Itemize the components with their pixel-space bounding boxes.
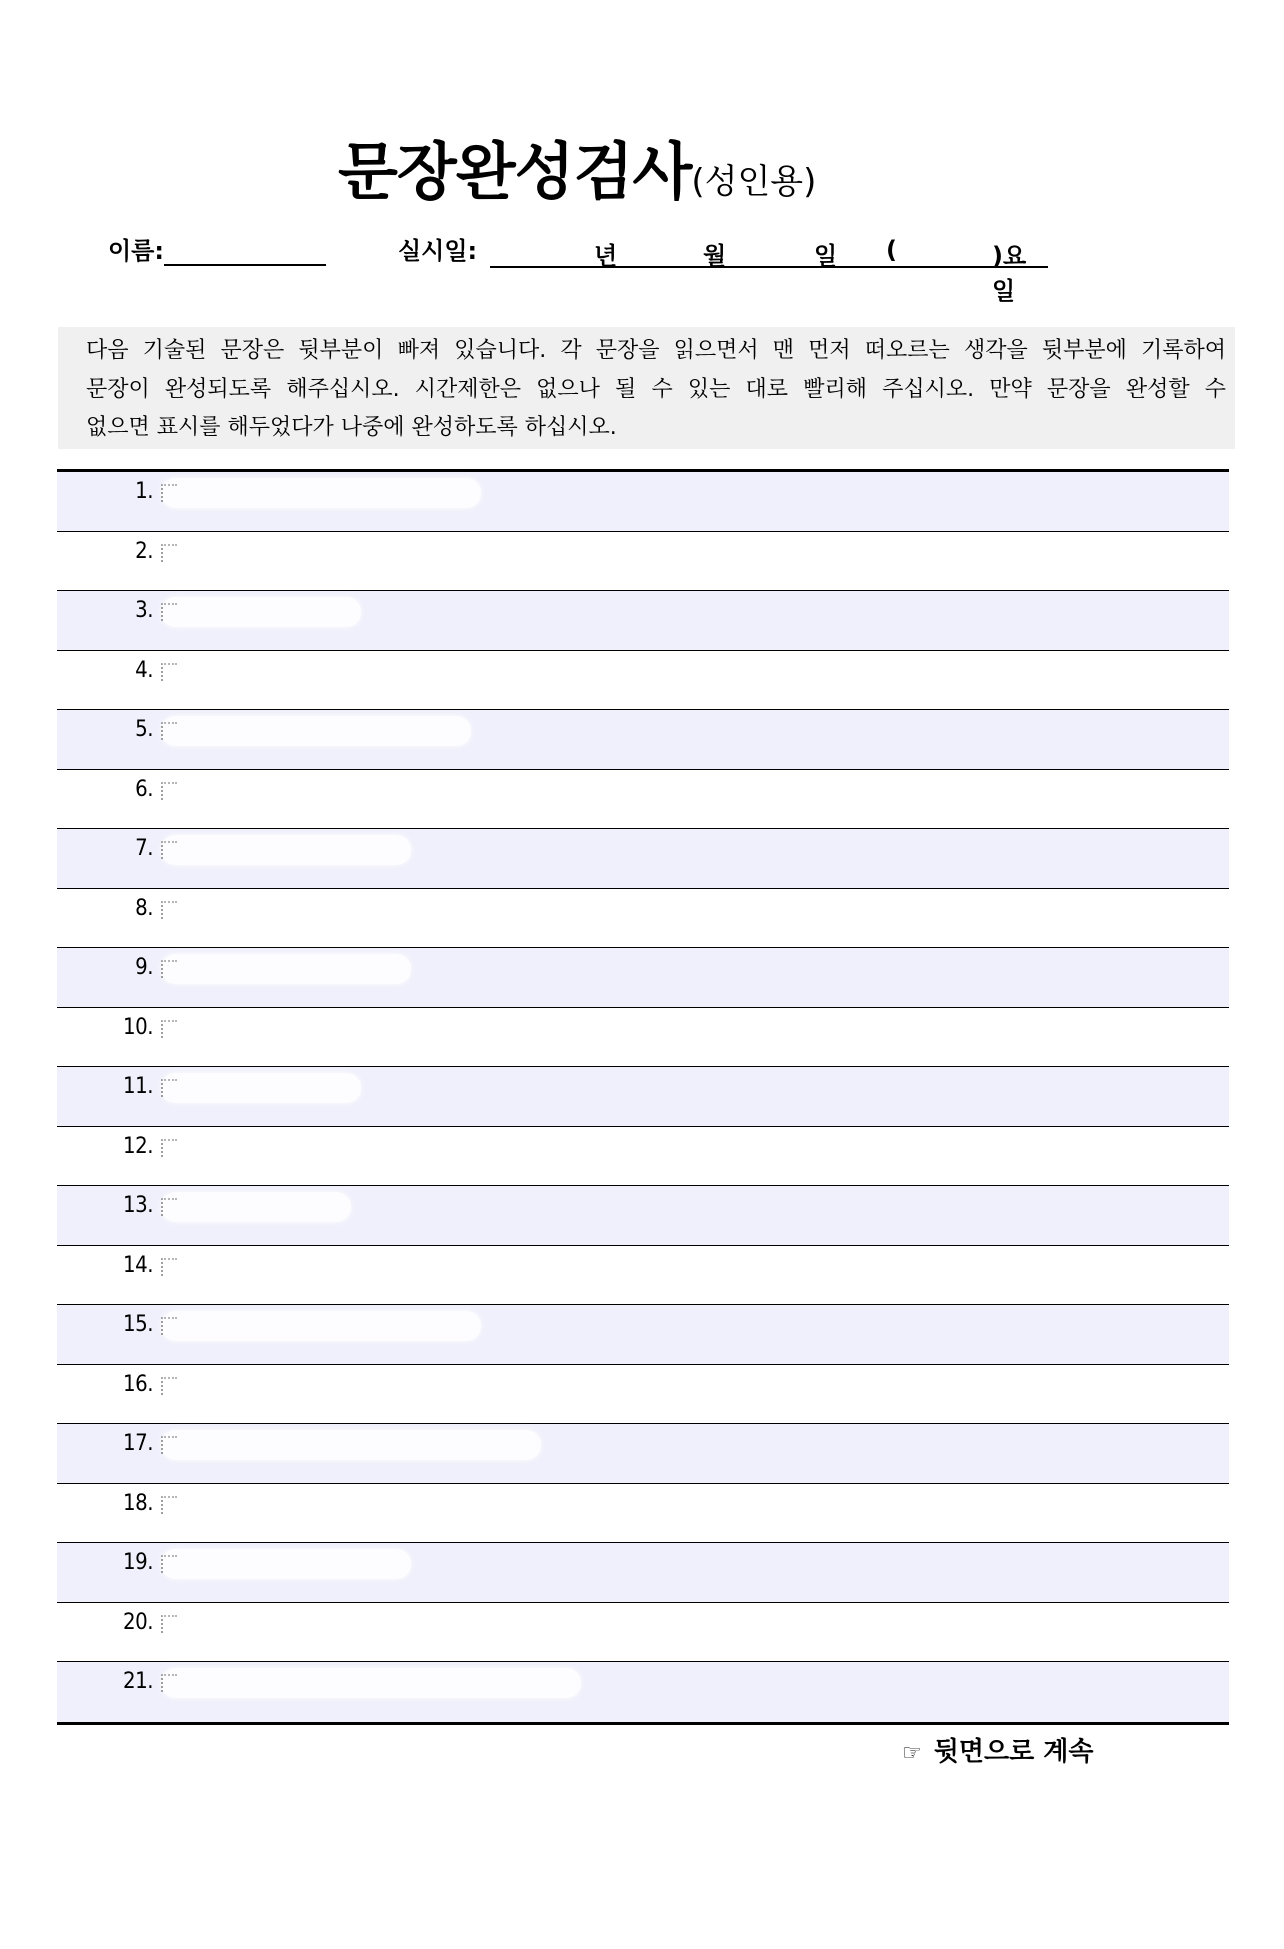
redacted-stem [161,1311,481,1341]
name-blank[interactable] [164,240,326,266]
redacted-stem [161,895,561,925]
year-label: 년 [594,242,618,270]
sentence-item[interactable] [57,1424,1229,1484]
item-number: 15. [123,1312,153,1337]
weekday-open: ( [886,236,897,264]
item-number: 3. [135,598,153,623]
item-number: 9. [135,955,153,980]
redacted-stem [161,1133,521,1163]
sentence-item[interactable] [57,1484,1229,1544]
sentence-item[interactable] [57,1603,1229,1663]
item-number: 19. [123,1550,153,1575]
item-number: 14. [123,1252,153,1278]
item-number: 8. [135,895,153,921]
sentence-item[interactable] [57,651,1229,711]
sentence-item[interactable] [57,1186,1229,1246]
redacted-stem [161,716,471,746]
sentence-item[interactable] [57,1365,1229,1425]
item-number: 1. [135,479,153,504]
day-label: 일 [814,242,838,270]
sentence-item[interactable] [57,1127,1229,1187]
date-label: 실시일: [398,237,478,265]
title-main: 문장완성검사 [338,135,692,208]
sentence-item[interactable] [57,829,1229,889]
pointing-hand-icon: ☞ [902,1741,922,1766]
sentence-item[interactable] [57,1543,1229,1603]
date-field[interactable] [490,236,1048,305]
sentence-item[interactable] [57,710,1229,770]
redacted-stem [161,1073,361,1103]
redacted-stem [161,1371,481,1401]
continue-text: 뒷면으로 계속 [933,1737,1094,1767]
redacted-stem [161,1252,531,1282]
redacted-stem [161,478,481,508]
sentence-item[interactable] [57,889,1229,949]
redacted-stem [161,1609,391,1639]
sentence-item[interactable] [57,1662,1229,1722]
sentence-item[interactable] [57,591,1229,651]
sentence-item[interactable] [57,1067,1229,1127]
title-suffix: (성인용) [691,162,817,202]
item-number: 17. [123,1431,153,1456]
sentence-item[interactable] [57,770,1229,830]
redacted-stem [161,1430,541,1460]
instructions-line: 없으면 표시를 해두었다가 나중에 완성하도록 하십시오. [86,415,617,440]
item-number: 10. [123,1014,153,1040]
page-title [338,132,816,222]
sentence-item[interactable] [57,948,1229,1008]
sentence-item[interactable] [57,1305,1229,1365]
redacted-stem [161,538,391,568]
item-number: 13. [123,1193,153,1218]
sentence-item[interactable] [57,1008,1229,1068]
redacted-stem [161,835,411,865]
redacted-stem [161,954,411,984]
item-number: 6. [135,776,153,802]
redacted-stem [161,776,411,806]
sentence-item[interactable] [57,472,1229,532]
item-number: 7. [135,836,153,861]
item-number: 18. [123,1490,153,1516]
item-number: 2. [135,538,153,564]
redacted-stem [161,657,251,687]
redacted-stem [161,1549,411,1579]
item-number: 5. [135,717,153,742]
item-number: 21. [123,1669,153,1694]
sentence-list [57,469,1229,1725]
redacted-stem [161,1014,461,1044]
sentence-item[interactable] [57,1246,1229,1306]
redacted-stem [161,1668,581,1698]
redacted-stem [161,1192,351,1222]
item-number: 4. [135,657,153,683]
continue-note [902,1731,1093,1768]
redacted-stem [161,1490,401,1520]
instructions-line: 문장이 완성되도록 해주십시오. 시간제한은 없으나 될 수 있는 대로 빨리해 주십시오. 만약 문장을 완성할 수 [86,376,1226,402]
item-number: 20. [123,1609,153,1635]
item-number: 11. [123,1074,153,1099]
name-field [108,236,326,266]
month-label: 월 [703,242,727,270]
instructions-line: 다음 기술된 문장은 뒷부분이 빠져 있습니다. 각 문장을 읽으면서 맨 먼저 떠오르는 생각을 뒷부분에 기록하여 [86,338,1226,363]
item-number: 12. [123,1133,153,1159]
weekday-label: )요일 [992,242,1027,305]
sentence-item[interactable] [57,532,1229,592]
name-label: 이름: [108,237,164,265]
item-number: 16. [123,1371,153,1397]
instructions-box [58,327,1235,449]
redacted-stem [161,597,361,627]
